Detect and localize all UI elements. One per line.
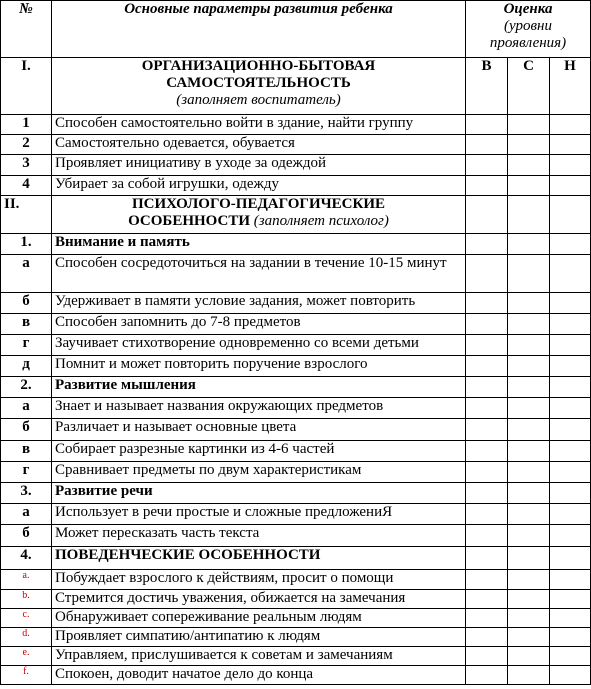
row-text: Проявляет инициативу в уходе за одеждой	[52, 155, 466, 176]
group-row	[1, 483, 591, 504]
score-cell[interactable]	[466, 483, 508, 504]
score-cell[interactable]	[550, 647, 591, 666]
row-num: а	[1, 398, 52, 419]
row-text: Убирает за собой игрушки, одежду	[52, 176, 466, 196]
score-cell[interactable]	[550, 462, 591, 483]
table-row	[1, 525, 591, 547]
row-num: б	[1, 525, 52, 547]
row-num: в	[1, 441, 52, 462]
group-title: Развитие речи	[52, 483, 466, 504]
table-row	[1, 115, 591, 135]
table-row	[1, 255, 591, 293]
score-cell[interactable]	[466, 196, 508, 234]
score-cell[interactable]	[466, 441, 508, 462]
row-text: Помнит и может повторить поручение взрослого	[52, 356, 466, 377]
header-score-sub: (уровни проявления)	[489, 18, 567, 51]
section1-title	[52, 58, 466, 115]
score-cell[interactable]	[550, 176, 591, 196]
score-cell[interactable]	[508, 155, 550, 176]
row-num: д	[1, 356, 52, 377]
row-text: Заучивает стихотворение одновременно со всеми детьми	[52, 335, 466, 356]
score-cell[interactable]	[466, 590, 508, 609]
group-row	[1, 547, 591, 570]
score-cell[interactable]	[466, 419, 508, 441]
row-num: a.	[1, 570, 52, 590]
row-text: Способен самостоятельно войти в здание, найти группу	[52, 115, 466, 135]
score-cell[interactable]	[550, 525, 591, 547]
row-num: г	[1, 462, 52, 483]
section1-note: (заполняет воспитатель)	[176, 92, 341, 108]
row-text: Собирает разрезные картинки из 4-6 частей	[52, 441, 466, 462]
row-text: Сравнивает предметы по двум характеристикам	[52, 462, 466, 483]
score-cell[interactable]	[550, 628, 591, 647]
score-cell[interactable]	[466, 356, 508, 377]
section2-title-line1: ПСИХОЛОГО-ПЕДАГОГИЧЕСКИЕ	[131, 196, 386, 212]
header-score-title: Оценка	[503, 1, 553, 17]
table-row	[1, 609, 591, 628]
score-cell[interactable]	[508, 377, 550, 398]
col-medium: С	[508, 58, 550, 115]
row-text: Способен запомнить до 7-8 предметов	[52, 314, 466, 335]
table-row	[1, 628, 591, 647]
row-num: в	[1, 314, 52, 335]
row-num: e.	[1, 647, 52, 666]
row-text: Самостоятельно одевается, обувается	[52, 135, 466, 155]
row-text: Спокоен, доводит начатое дело до конца	[52, 666, 466, 685]
score-cell[interactable]	[466, 462, 508, 483]
score-cell[interactable]	[466, 504, 508, 525]
row-num: f.	[1, 666, 52, 685]
score-cell[interactable]	[550, 609, 591, 628]
score-cell[interactable]	[550, 255, 591, 293]
section2-title-line2: ОСОБЕННОСТИ	[128, 213, 251, 229]
row-text: Знает и называет названия окружающих предметов	[52, 398, 466, 419]
table-row	[1, 176, 591, 196]
score-cell[interactable]	[466, 647, 508, 666]
score-cell[interactable]	[508, 115, 550, 135]
table-row	[1, 647, 591, 666]
table-row	[1, 590, 591, 609]
table-row	[1, 135, 591, 155]
score-cell[interactable]	[550, 483, 591, 504]
row-text: Удерживает в памяти условие задания, может повторить	[52, 293, 466, 314]
score-cell[interactable]	[550, 135, 591, 155]
score-cell[interactable]	[466, 628, 508, 647]
score-cell[interactable]	[550, 570, 591, 590]
group-row	[1, 377, 591, 398]
group-num: 2.	[1, 377, 52, 398]
score-cell[interactable]	[508, 176, 550, 196]
group-title: Развитие мышления	[52, 377, 466, 398]
score-cell[interactable]	[466, 377, 508, 398]
header-params: Основные параметры развития ребенка	[52, 1, 466, 58]
group-title: Внимание и память	[52, 234, 466, 255]
score-cell[interactable]	[508, 419, 550, 441]
row-num: б	[1, 293, 52, 314]
group-num: 1.	[1, 234, 52, 255]
score-cell[interactable]	[508, 570, 550, 590]
table-row	[1, 356, 591, 377]
row-text: Управляем, прислушивается к советам и замечаниям	[52, 647, 466, 666]
row-num: d.	[1, 628, 52, 647]
section1-num: I.	[1, 58, 52, 115]
score-cell[interactable]	[508, 234, 550, 255]
score-cell[interactable]	[508, 647, 550, 666]
score-cell[interactable]	[550, 293, 591, 314]
score-cell[interactable]	[550, 419, 591, 441]
group-num: 3.	[1, 483, 52, 504]
header-num: №	[1, 1, 52, 58]
row-num: 2	[1, 135, 52, 155]
score-cell[interactable]	[508, 547, 550, 570]
score-cell[interactable]	[508, 666, 550, 685]
row-text: Побуждает взрослого к действиям, просит о помощи	[52, 570, 466, 590]
score-cell[interactable]	[550, 234, 591, 255]
col-high: В	[466, 58, 508, 115]
row-num: b.	[1, 590, 52, 609]
score-cell[interactable]	[508, 609, 550, 628]
row-num: б	[1, 419, 52, 441]
score-cell[interactable]	[508, 525, 550, 547]
score-cell[interactable]	[466, 570, 508, 590]
row-text: Обнаруживает сопереживание реальным людям	[52, 609, 466, 628]
table-row	[1, 314, 591, 335]
row-num: г	[1, 335, 52, 356]
score-cell[interactable]	[550, 547, 591, 570]
score-cell[interactable]	[550, 666, 591, 685]
section2-num: II.	[1, 196, 52, 234]
score-cell[interactable]	[466, 398, 508, 419]
score-cell[interactable]	[466, 609, 508, 628]
score-cell[interactable]	[508, 628, 550, 647]
score-cell[interactable]	[466, 115, 508, 135]
score-cell[interactable]	[550, 590, 591, 609]
score-cell[interactable]	[466, 314, 508, 335]
score-cell[interactable]	[466, 176, 508, 196]
score-cell[interactable]	[550, 441, 591, 462]
row-text: Проявляет симпатию/антипатию к людям	[52, 628, 466, 647]
score-cell[interactable]	[550, 155, 591, 176]
row-num: а	[1, 255, 52, 293]
score-cell[interactable]	[508, 590, 550, 609]
score-cell[interactable]	[466, 155, 508, 176]
table-row	[1, 419, 591, 441]
score-cell[interactable]	[550, 504, 591, 525]
score-cell[interactable]	[550, 314, 591, 335]
table-row	[1, 155, 591, 176]
row-num: c.	[1, 609, 52, 628]
score-cell[interactable]	[508, 335, 550, 356]
score-cell[interactable]	[466, 525, 508, 547]
col-low: Н	[550, 58, 591, 115]
group-row	[1, 234, 591, 255]
score-cell[interactable]	[550, 115, 591, 135]
score-cell[interactable]	[508, 483, 550, 504]
score-cell[interactable]	[508, 504, 550, 525]
score-cell[interactable]	[508, 314, 550, 335]
header-score	[466, 1, 591, 58]
group-title: ПОВЕДЕНЧЕСКИЕ ОСОБЕННОСТИ	[52, 547, 466, 570]
score-cell[interactable]	[466, 547, 508, 570]
row-num: 1	[1, 115, 52, 135]
score-cell[interactable]	[466, 255, 508, 293]
score-cell[interactable]	[466, 335, 508, 356]
table-row	[1, 441, 591, 462]
section1-title-line2: САМОСТОЯТЕЛЬНОСТЬ	[166, 75, 351, 91]
row-text: Способен сосредоточиться на задании в течение 10-15 минут	[52, 255, 466, 293]
score-cell[interactable]	[466, 135, 508, 155]
table-row	[1, 504, 591, 525]
score-cell[interactable]	[508, 196, 550, 234]
score-cell[interactable]	[550, 398, 591, 419]
score-cell[interactable]	[508, 293, 550, 314]
score-cell[interactable]	[466, 293, 508, 314]
table-row	[1, 570, 591, 590]
row-text: Может пересказать часть текста	[52, 525, 466, 547]
score-cell[interactable]	[508, 356, 550, 377]
score-cell[interactable]	[508, 135, 550, 155]
section2-note: (заполняет психолог)	[250, 213, 389, 229]
section2-title	[52, 196, 466, 234]
group-num: 4.	[1, 547, 52, 570]
row-num: а	[1, 504, 52, 525]
row-num: 4	[1, 176, 52, 196]
table-row	[1, 462, 591, 483]
section1-title-line1: ОРГАНИЗАЦИОННО-БЫТОВАЯ	[141, 58, 376, 74]
score-cell[interactable]	[508, 462, 550, 483]
score-cell[interactable]	[466, 666, 508, 685]
table-row	[1, 398, 591, 419]
row-num: 3	[1, 155, 52, 176]
score-cell[interactable]	[550, 356, 591, 377]
row-text: Различает и называет основные цвета	[52, 419, 466, 441]
score-cell[interactable]	[508, 255, 550, 293]
row-text: Использует в речи простые и сложные предложениЯ	[52, 504, 466, 525]
score-cell[interactable]	[550, 196, 591, 234]
score-cell[interactable]	[550, 335, 591, 356]
score-cell[interactable]	[508, 398, 550, 419]
score-cell[interactable]	[508, 441, 550, 462]
table-row	[1, 666, 591, 685]
row-text: Стремится достичь уважения, обижается на замечания	[52, 590, 466, 609]
table-row	[1, 335, 591, 356]
score-cell[interactable]	[550, 377, 591, 398]
score-cell[interactable]	[466, 234, 508, 255]
table-row	[1, 293, 591, 314]
